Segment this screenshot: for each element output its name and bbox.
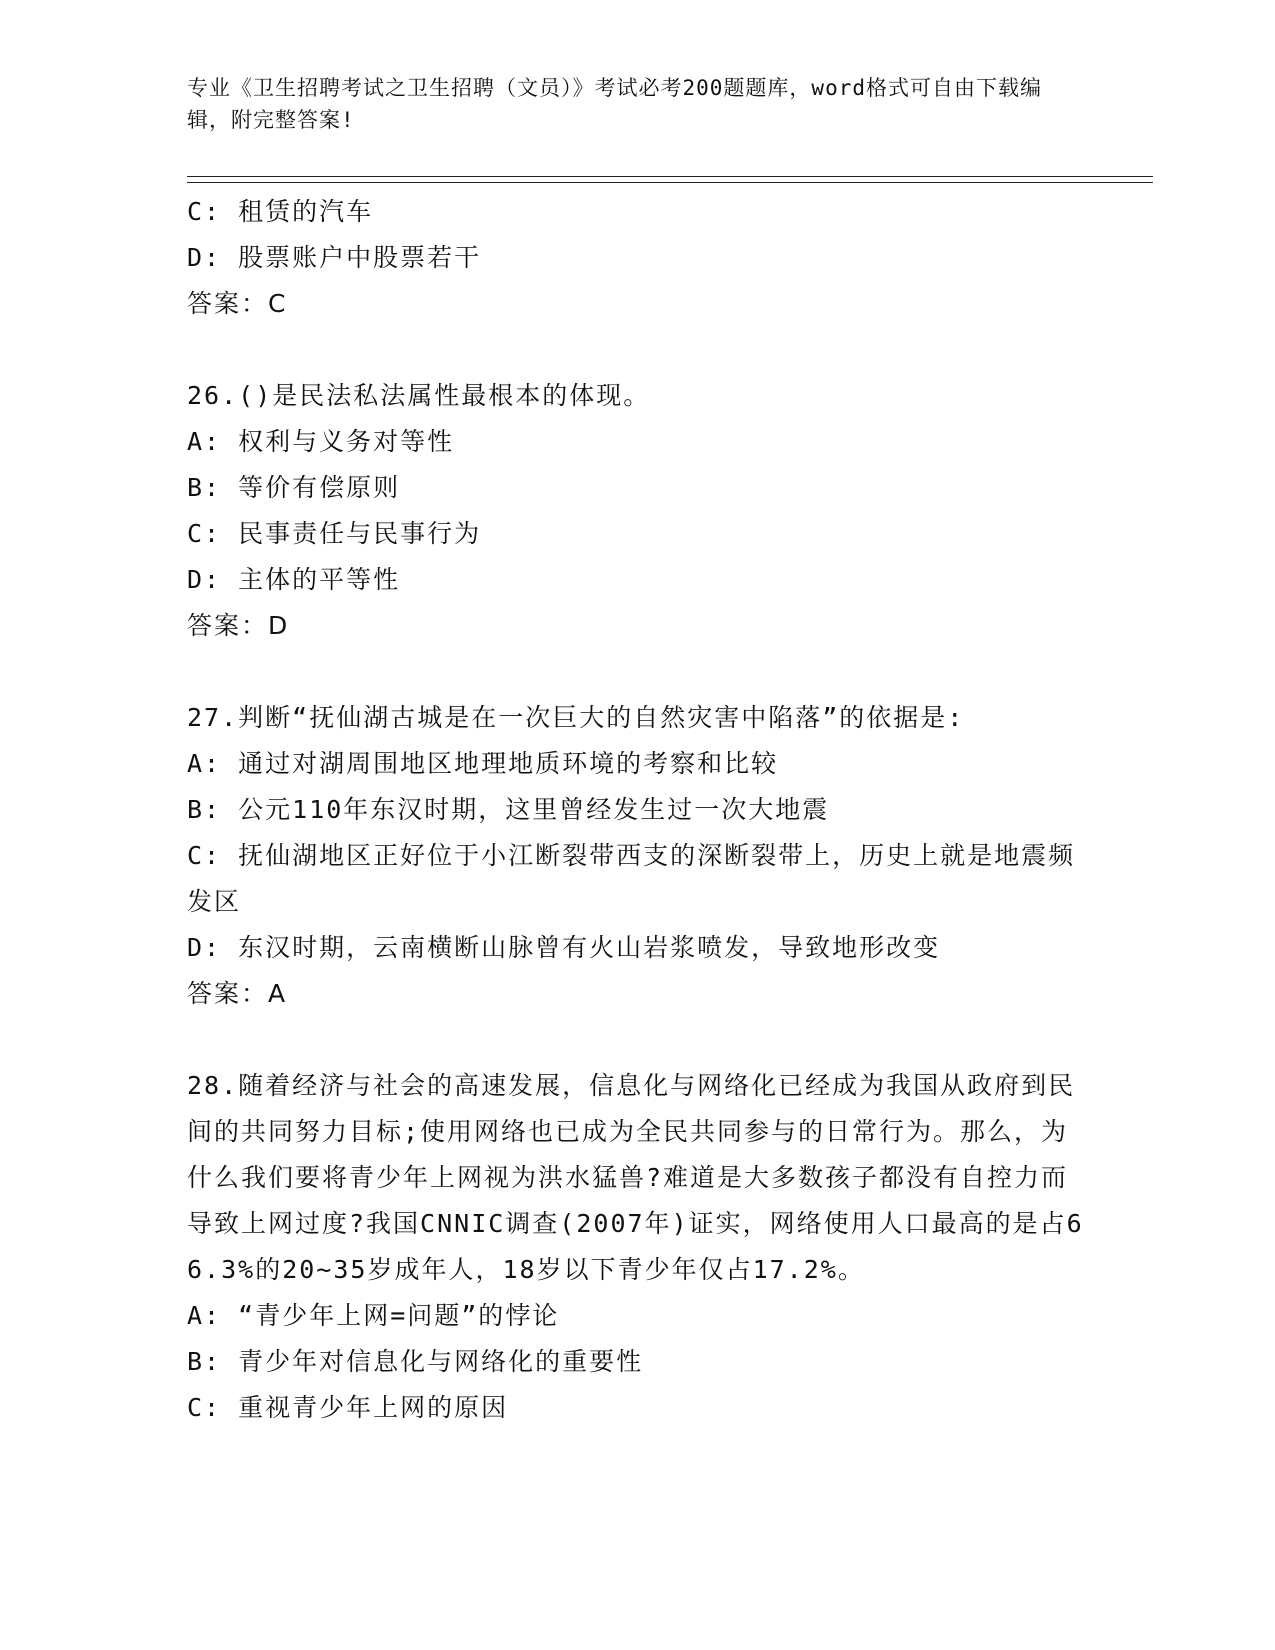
spacer [187,649,1087,695]
option-b: B: 等价有偿原则 [187,473,401,502]
option-c: C: 租赁的汽车 [187,197,374,226]
question-28: 28.随着经济与社会的高速发展，信息化与网络化已经成为我国从政府到民间的共同努力目标;使用网络也已成为全民共同参与的日常行为。那么，为什么我们要将青少年上网视为洪水猛兽?难道是大多数孩子都没有自控力而导致上网过度?我国CNNIC调查(2007年)证实，网络使用人口最高的是占66.3%的20~35岁成年人，18岁以下青少年仅占17.2%。 [187,1071,1084,1284]
answer-line: 答案：D [187,611,290,640]
header-divider-second [187,182,1153,183]
question-list [187,189,1087,1431]
document-header: 专业《卫生招聘考试之卫生招聘（文员）》考试必考200题题库，word格式可自由下载编辑，附完整答案! [187,76,1042,132]
answer-line: 答案：A [187,979,288,1008]
spacer [187,327,1087,373]
option-b: B: 公元110年东汉时期，这里曾经发生过一次大地震 [187,795,830,824]
option-d: D: 主体的平等性 [187,565,401,594]
option-d: D: 股票账户中股票若干 [187,243,482,272]
answer-line: 答案：C [187,289,288,318]
option-a: A: 权利与义务对等性 [187,427,455,456]
option-c: C: 抚仙湖地区正好位于小江断裂带西支的深断裂带上，历史上就是地震频发区 [187,841,1076,916]
option-c: C: 民事责任与民事行为 [187,519,482,548]
option-d: D: 东汉时期，云南横断山脉曾有火山岩浆喷发，导致地形改变 [187,933,941,962]
header-divider [187,176,1153,177]
option-b: B: 青少年对信息化与网络化的重要性 [187,1347,644,1376]
question-27: 27.判断“抚仙湖古城是在一次巨大的自然灾害中陷落”的依据是: [187,703,965,732]
question-26: 26.()是民法私法属性最根本的体现。 [187,381,651,410]
option-a: A: 通过对湖周围地区地理地质环境的考察和比较 [187,749,779,778]
option-c: C: 重视青少年上网的原因 [187,1393,509,1422]
spacer [187,1017,1087,1063]
option-a: A: “青少年上网=问题”的悖论 [187,1301,560,1330]
